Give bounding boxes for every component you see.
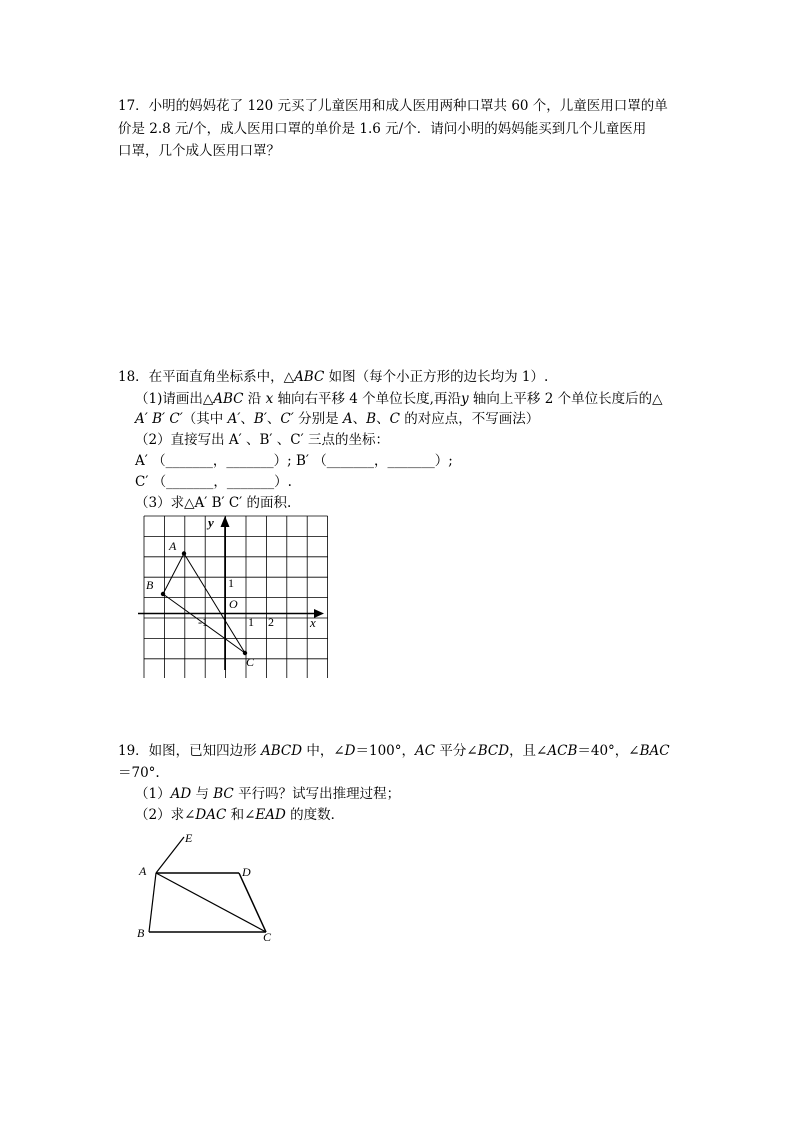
tick-label-x2: 2: [268, 615, 274, 629]
label-b: B: [137, 926, 145, 940]
q19-line3: （1）AD 与 BC 平行吗？试写出推理过程；: [135, 786, 401, 802]
point-c-label: C: [246, 655, 255, 669]
y-axis-arrow: [221, 516, 230, 527]
label-c: C: [263, 930, 272, 944]
label-a: A: [139, 864, 147, 878]
q18-line2: （1)请画出△ABC 沿 x 轴向右平移 4 个单位长度,再沿y 轴向上平移 2 个单位长度后的△: [135, 391, 663, 407]
diagonal-ac: [156, 873, 266, 932]
q18-line5: A′ （_______，_______）; B′ （_______，_______）;: [135, 453, 453, 469]
q18-line6: C′ （_______，_______）.: [135, 474, 292, 490]
origin-label: O: [229, 597, 238, 611]
tick-label-x1: 1: [248, 615, 254, 629]
tick-label-y1: 1: [228, 576, 234, 590]
q19-line2: ＝70°.: [118, 765, 160, 781]
coordinate-grid-figure: [138, 510, 338, 678]
y-axis-label: y: [208, 515, 214, 530]
q19-line4: （2）求∠DAC 和∠EAD 的度数．: [135, 807, 345, 823]
label-d: D: [242, 865, 251, 879]
tick-label-neg1: -1: [198, 615, 208, 629]
quadrilateral-figure: [130, 828, 290, 948]
q17-line1: 17．小明的妈妈花了 120 元买了儿童医用和成人医用两种口罩共 60 个，儿童医用口罩的单: [118, 98, 668, 114]
label-e: E: [185, 831, 193, 845]
line-ae: [156, 837, 184, 873]
side-dc: [239, 873, 266, 932]
q18-line4: （2）直接写出 A′ 、B′ 、C′ 三点的坐标：: [135, 432, 389, 448]
point-a-label: A: [169, 539, 177, 553]
q18-line7: （3）求△A′ B′ C′ 的面积.: [135, 495, 292, 511]
x-axis-label: x: [310, 615, 316, 630]
q19-line1: 19．如图，已知四边形 ABCD 中，∠D＝100°，AC 平分∠BCD，且∠ACB＝40°，∠BAC: [118, 743, 670, 759]
q17-line2: 价是 2.8 元/个，成人医用口罩的单价是 1.6 元/个．请问小明的妈妈能买到几个儿童医用: [118, 121, 647, 137]
q18-line3: A′ B′ C′（其中 A′、B′、C′ 分别是 A、B、C 的对应点，不写画法）: [135, 411, 540, 427]
point-a-dot: [182, 551, 186, 555]
q17-line3: 口罩，几个成人医用口罩？: [118, 143, 280, 159]
q18-line1: 18．在平面直角坐标系中，△ABC 如图（每个小正方形的边长均为 1）.: [118, 369, 549, 385]
side-ab: [149, 873, 156, 932]
point-b-dot: [161, 592, 165, 596]
point-b-label: B: [146, 578, 154, 592]
